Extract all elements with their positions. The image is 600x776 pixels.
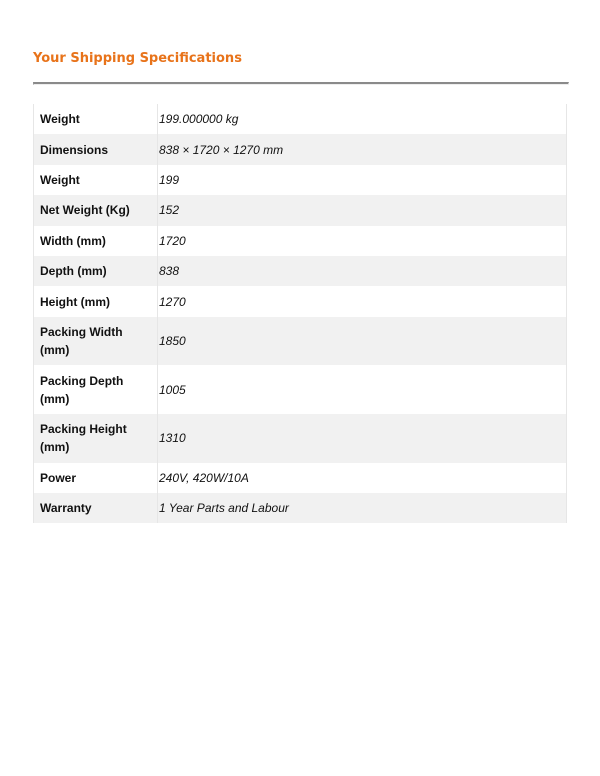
spec-label: Net Weight (Kg) (34, 195, 158, 225)
spec-label: Warranty (34, 493, 158, 523)
spec-row (34, 134, 567, 164)
spec-label: Width (mm) (34, 226, 158, 256)
spec-row (34, 165, 567, 195)
spec-label: Weight (34, 104, 158, 134)
spec-row (34, 226, 567, 256)
spec-row (34, 104, 567, 134)
spec-value: 1 Year Parts and Labour (159, 501, 289, 516)
spec-label: Depth (mm) (34, 256, 158, 286)
spec-value: 1850 (159, 334, 186, 349)
spec-value: 838 (159, 264, 180, 279)
spec-label: Height (mm) (34, 286, 158, 316)
spec-label: Packing Depth (mm) (34, 365, 158, 414)
section-title: Your Shipping Specifications (33, 51, 242, 66)
spec-row (34, 463, 567, 493)
spec-label: Weight (34, 165, 158, 195)
spec-row (34, 493, 567, 523)
spec-row (34, 414, 567, 463)
specifications-table (33, 104, 567, 523)
spec-row (34, 286, 567, 316)
spec-value: 1005 (159, 382, 186, 397)
spec-value: 838 × 1720 × 1270 mm (159, 142, 284, 157)
title-divider (33, 82, 569, 85)
spec-value: 199 (159, 172, 180, 187)
spec-row (34, 195, 567, 225)
spec-label: Power (34, 463, 158, 493)
spec-row (34, 256, 567, 286)
spec-row (34, 365, 567, 414)
spec-label: Packing Width (mm) (34, 317, 158, 366)
spec-row (34, 317, 567, 366)
spec-label: Dimensions (34, 134, 158, 164)
spec-value: 199.000000 kg (159, 112, 239, 127)
spec-value: 152 (159, 203, 180, 218)
spec-value: 1310 (159, 431, 186, 446)
spec-value: 1720 (159, 233, 186, 248)
spec-label: Packing Height (mm) (34, 414, 158, 463)
spec-value: 240V, 420W/10A (159, 470, 249, 485)
spec-value: 1270 (159, 294, 186, 309)
